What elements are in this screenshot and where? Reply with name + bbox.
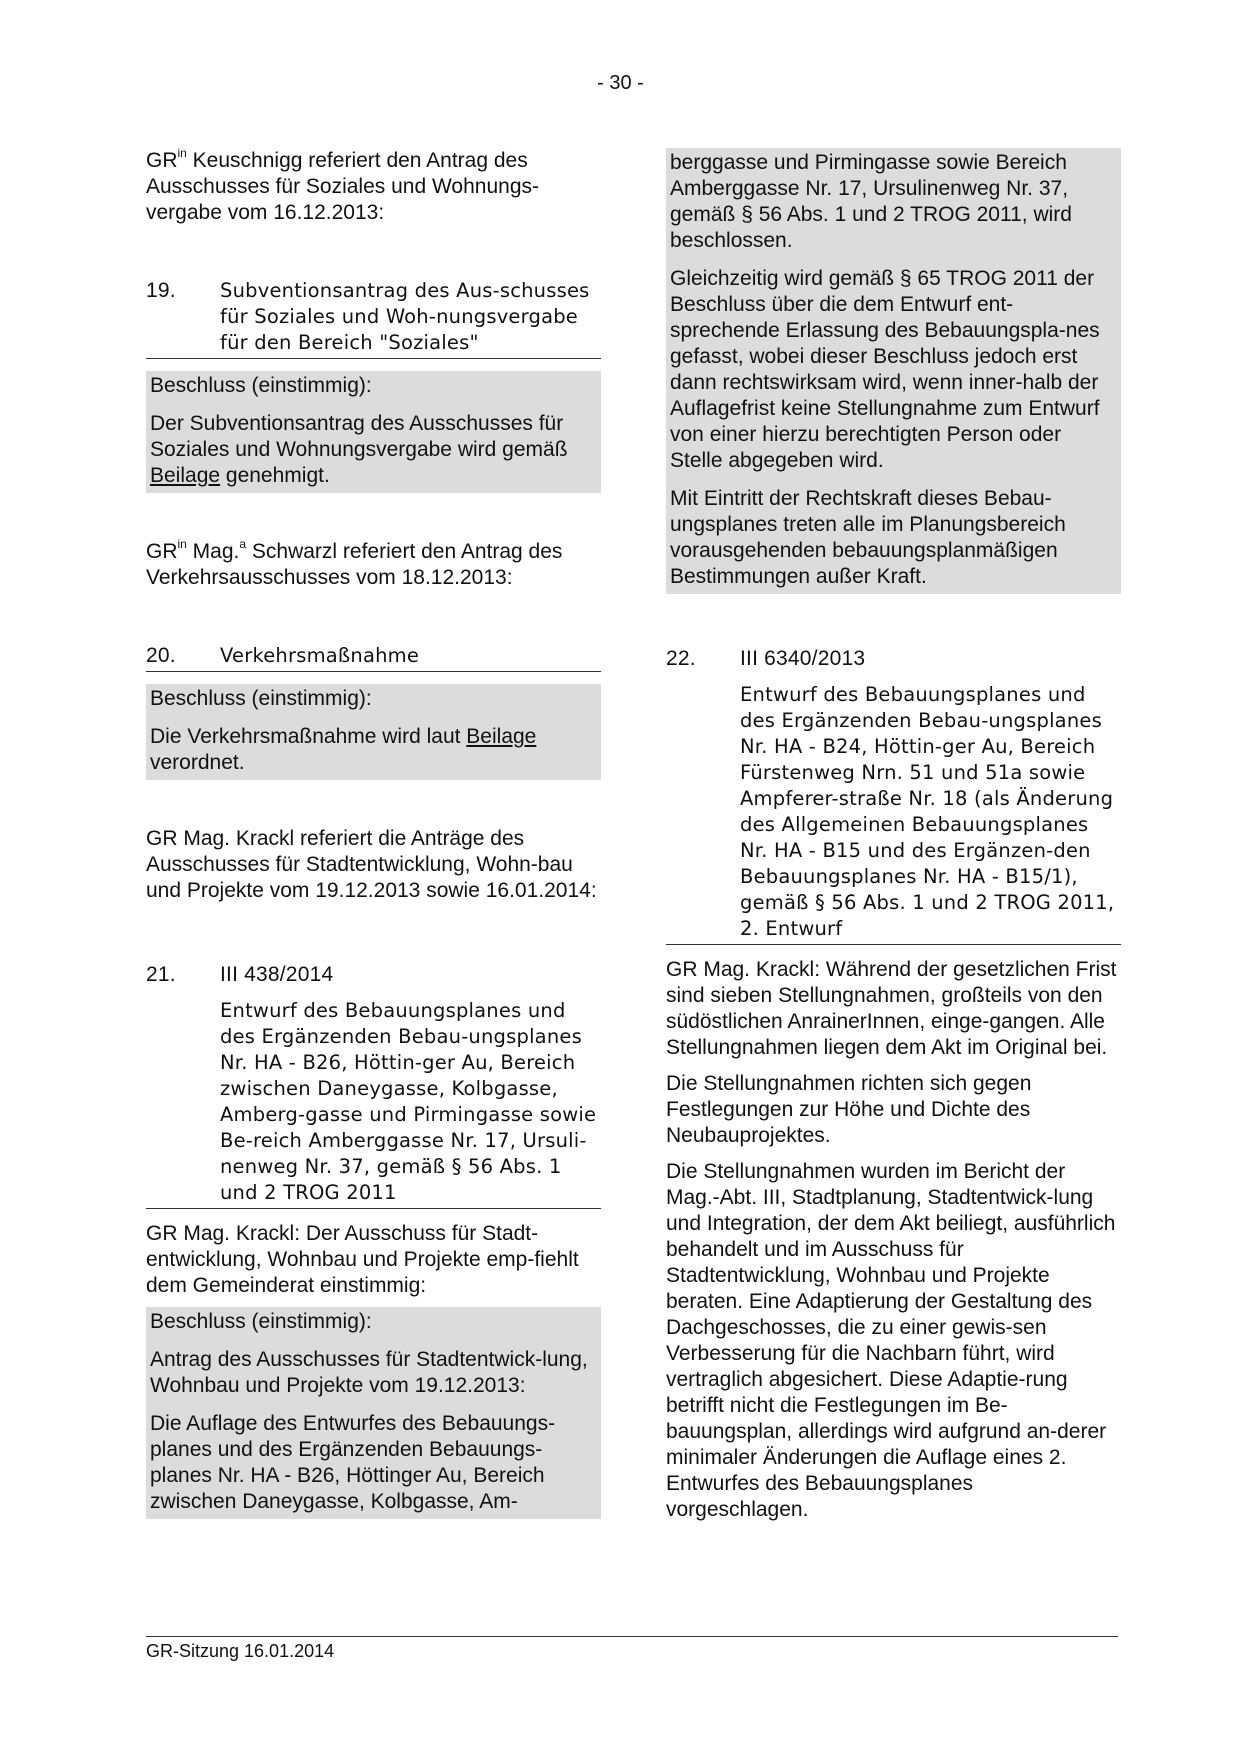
intro-keuschnigg bbox=[146, 148, 601, 226]
decision-box-19 bbox=[146, 371, 601, 493]
intro-prefix: GR bbox=[146, 540, 178, 563]
agenda-item-22 bbox=[666, 646, 1121, 945]
superscript: in bbox=[177, 537, 187, 551]
decision-text-part: genehmigt. bbox=[220, 464, 330, 487]
decision-text-part: Die Verkehrsmaßnahme wird laut bbox=[150, 725, 467, 748]
decision-label: Beschluss (einstimmig): bbox=[150, 687, 372, 710]
decision-label: Beschluss (einstimmig): bbox=[150, 1310, 372, 1333]
decision-text-part: Der Subventionsantrag des Ausschusses für Soziales und Wohnungsvergabe wird gemäß bbox=[150, 412, 568, 461]
item-reference: III 6340/2013 bbox=[740, 647, 866, 670]
superscript: in bbox=[177, 146, 187, 160]
item-title: Entwurf des Bebauungsplanes und des Ergänzenden Bebau-ungsplanes Nr. HA - B26, Höttin-ger Au, Bereich zwischen Daneygasse, Kolbgasse, Amberg-gasse und Pirmingasse sowie Be-reich Amberggasse Nr. 17, Ursuli-nenweg Nr. 37, gemäß § 56 Abs. 1 und 2 TROG 2011 bbox=[220, 999, 597, 1204]
decision-text: Antrag des Ausschusses für Stadtentwick-lung, Wohnbau und Projekte vom 19.12.2013: bbox=[150, 1348, 588, 1397]
decision-text: Die Auflage des Entwurfes des Bebauungs-planes und des Ergänzenden Bebauungs-planes Nr. HA - B26, Höttinger Au, Bereich zwischen Daneygasse, Kolbgasse, Am- bbox=[150, 1412, 556, 1513]
intro-title: Mag. bbox=[186, 540, 240, 563]
intro-text: Schwarzl referiert den Antrag des Verkehrsausschusses vom 18.12.2013: bbox=[146, 540, 563, 589]
decision-label: Beschluss (einstimmig): bbox=[150, 374, 372, 397]
item-number: 22. bbox=[666, 647, 696, 670]
item-content bbox=[740, 646, 1121, 942]
intro-krackl: GR Mag. Krackl referiert die Anträge des Ausschusses für Stadtentwicklung, Wohn-bau und Projekte vom 19.12.2013 sowie 16.01.2014: bbox=[146, 827, 597, 902]
decision-text: Mit Eintritt der Rechtskraft dieses Bebau-ungsplanes treten alle im Planungsbereich vorausgehenden bebauungsplanmäßigen Bestimmungen außer Kraft. bbox=[670, 487, 1066, 588]
decision-box-20 bbox=[146, 684, 601, 780]
intro-text: Keuschnigg referiert den Antrag des Ausschusses für Soziales und Wohnungs-vergabe vom 16.12.2013: bbox=[146, 149, 539, 224]
item-reference: III 438/2014 bbox=[220, 963, 334, 986]
decision-box-21-continued bbox=[666, 148, 1121, 594]
beilage-link[interactable]: Beilage bbox=[466, 725, 537, 748]
item-title: Verkehrsmaßnahme bbox=[220, 644, 420, 667]
item-title: Subventionsantrag des Aus-schusses für Soziales und Woh-nungsvergabe für den Bereich "Soziales" bbox=[220, 279, 590, 354]
item-title: Entwurf des Bebauungsplanes und des Ergänzenden Bebau-ungsplanes Nr. HA - B24, Höttin-ger Au, Bereich Fürstenweg Nrn. 51 und 51a sowie Ampferer-straße Nr. 18 (als Änderung des Allgemeinen Bebauungsplanes Nr. HA - B15 und des Ergänzen-den Bebauungsplanes Nr. HA - B15/1), gemäß § 56 Abs. 1 und 2 TROG 2011, 2. Entwurf bbox=[740, 683, 1115, 940]
item-number: 20. bbox=[146, 644, 176, 667]
item-number: 19. bbox=[146, 279, 176, 302]
statement-text: Die Stellungnahmen wurden im Bericht der Mag.-Abt. III, Stadtplanung, Stadtentwick-lung und Integration, der dem Akt beiliegt, ausführlich behandelt und im Ausschuss für Stadtentwicklung, Wohnbau und Projekte beraten. Eine Adaptierung der Gestaltung des Dachgeschosses, die zu einer gewis-sen Verbesserung für die Nachbarn führt, wird vertraglich abgesichert. Diese Adaptie-rung betrifft nicht die Festlegungen im Be-bauungsplan, allerdings wird aufgrund an-derer minimaler Änderungen die Auflage eines 2. Entwurfes des Bebauungsplanes vorgeschlagen. bbox=[666, 1160, 1116, 1521]
beilage-link[interactable]: Beilage bbox=[150, 464, 221, 487]
agenda-item-20 bbox=[146, 643, 601, 672]
footer-divider bbox=[146, 1636, 1118, 1637]
agenda-item-21 bbox=[146, 962, 601, 1209]
superscript: a bbox=[239, 537, 247, 551]
agenda-item-19 bbox=[146, 278, 601, 359]
statement-text: Die Stellungnahmen richten sich gegen Festlegungen zur Höhe und Dichte des Neubauprojektes. bbox=[666, 1072, 1032, 1147]
intro-prefix: GR bbox=[146, 149, 178, 172]
decision-text bbox=[146, 409, 601, 493]
statement-22 bbox=[666, 957, 1121, 1523]
decision-text: Gleichzeitig wird gemäß § 65 TROG 2011 der Beschluss über die dem Entwurf ent-sprechende Erlassung des Bebauungspla-nes gefasst, wobei dieser Beschluss jedoch erst dann rechtswirksam wird, wenn inner-halb der Auflagefrist keine Stellungnahme zum Entwurf von einer hierzu berechtigten Person oder Stelle abgegeben wird. bbox=[670, 267, 1100, 472]
statement-21 bbox=[146, 1221, 601, 1299]
right-column bbox=[666, 148, 1121, 1523]
decision-box-21 bbox=[146, 1307, 601, 1519]
item-content bbox=[220, 962, 601, 1206]
item-number: 21. bbox=[146, 963, 176, 986]
decision-text-part: verordnet. bbox=[150, 751, 245, 774]
statement-text: GR Mag. Krackl: Während der gesetzlichen Frist sind sieben Stellungnahmen, großteils von den südöstlichen AnrainerInnen, einge-gangen. Alle Stellungnahmen liegen dem Akt im Original bei. bbox=[666, 958, 1117, 1059]
page-number: - 30 - bbox=[597, 72, 644, 94]
statement-text: GR Mag. Krackl: Der Ausschuss für Stadt-entwicklung, Wohnbau und Projekte emp-fiehlt dem Gemeinderat einstimmig: bbox=[146, 1222, 579, 1297]
decision-text bbox=[146, 722, 601, 780]
left-column bbox=[146, 148, 601, 1519]
decision-text: berggasse und Pirmingasse sowie Bereich Amberggasse Nr. 17, Ursulinenweg Nr. 37, gemäß § 56 Abs. 1 und 2 TROG 2011, wird beschlossen. bbox=[670, 151, 1072, 252]
intro-schwarzl bbox=[146, 539, 601, 591]
footer-session-date: GR-Sitzung 16.01.2014 bbox=[146, 1641, 335, 1661]
